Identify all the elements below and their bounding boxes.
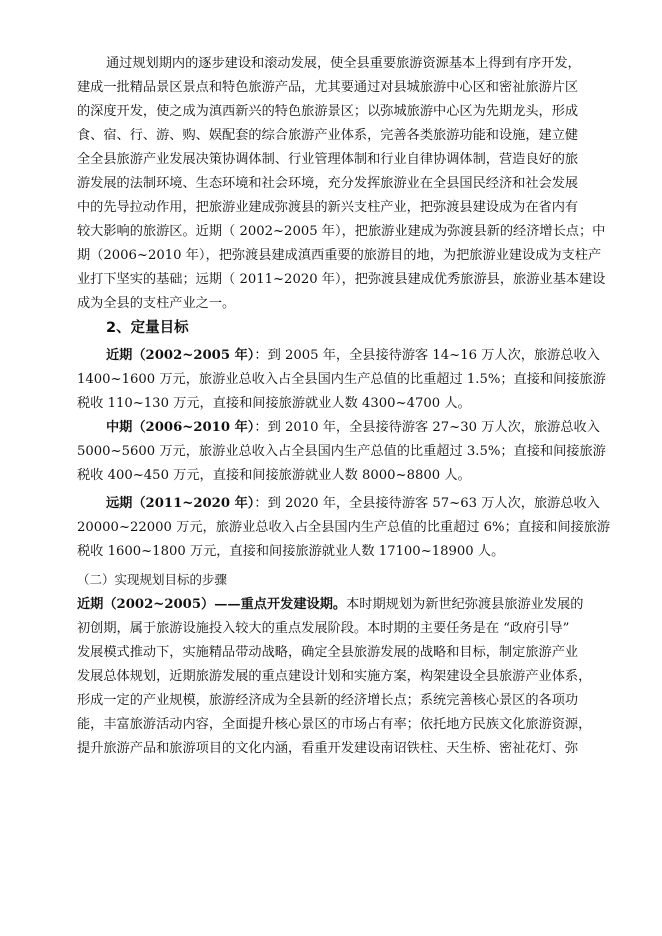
- paragraph-line: 的深度开发，使之成为滇西新兴的特色旅游景区；以弥城旅游中心区为先期龙头，形成: [77, 104, 579, 119]
- section-heading: 2、定量目标: [106, 320, 189, 336]
- near-phase-text: 本时期规划为新世纪弥渡县旅游业发展的: [346, 597, 584, 612]
- paragraph-line: 通过规划期内的逐步建设和滚动发展，使全县重要旅游资源基本上得到有序开发，: [106, 56, 581, 71]
- paragraph-line: 全全县旅游产业发展决策协调体制、行业管理体制和行业自律协调体制，营造良好的旅: [77, 152, 579, 167]
- near-term-label: 近期（2002~2005 年）: [106, 348, 255, 363]
- near-term-line: [106, 348, 600, 364]
- paragraph-line: 20000~22000 万元，旅游业总收入占全县国内生产总值的比重超过 6%；直接和间接旅游: [77, 520, 611, 535]
- near-phase-label: 近期（2002~2005）——重点开发建设期。: [77, 597, 347, 612]
- paragraph-line: 形成一定的产业规模，旅游经济成为全县新的经济增长点；系统完善核心景区的各项功: [77, 693, 579, 708]
- paragraph-line: 期（2006~2010 年），把弥渡县建成滇西重要的旅游目的地，为把旅游业建设成为支柱产: [77, 248, 602, 263]
- paragraph-line: 成为全县的支柱产业之一。: [77, 296, 236, 311]
- paragraph-line: 能，丰富旅游活动内容，全面提升核心景区的市场占有率；依托地方民族文化旅游资源，: [77, 717, 592, 732]
- paragraph-line: 发展总体规划，近期旅游发展的重点建设计划和实施方案，构架建设全县旅游产业体系，: [77, 669, 592, 684]
- paragraph-line: 游发展的法制环境、生态环境和社会环境，充分发挥旅游业在全县国民经济和社会发展: [77, 176, 579, 191]
- paragraph-line: 中的先导拉动作用，把旅游业建成弥渡县的新兴支柱产业，把弥渡县建设成为在省内有: [77, 200, 579, 215]
- paragraph-line: 提升旅游产品和旅游项目的文化内涵，看重开发建设南诏铁柱、天生桥、密祉花灯、弥: [77, 741, 579, 756]
- paragraph-line: 食、宿、行、游、购、娱配套的综合旅游产业体系，完善各类旅游功能和设施，建立健: [77, 128, 579, 143]
- paragraph-line: 较大影响的旅游区。近期（ 2002~2005 年），把旅游业建成为弥渡县新的经济增长点；中: [77, 224, 606, 239]
- paragraph-line: 建成一批精品景区景点和特色旅游产品，尤其要通过对县城旅游中心区和密祉旅游片区: [77, 80, 579, 95]
- far-term-text: ：到 2020 年，全县接待游客 57~63 万人次，旅游总收入: [254, 496, 600, 511]
- mid-term-text: ：到 2010 年，全县接待游客 27~30 万人次，旅游总收入: [254, 420, 600, 435]
- far-term-label: 远期（2011~2020 年）: [106, 496, 255, 511]
- paragraph-line: 税收 110~130 万元，直接和间接旅游就业人数 4300~4700 人。: [77, 396, 471, 411]
- far-term-line: [106, 496, 600, 512]
- paragraph-line: 初创期，属于旅游设施投入较大的重点发展阶段。本时期的主要任务是在 “政府引导”: [77, 621, 570, 636]
- paragraph-line: 税收 1600~1800 万元，直接和间接旅游就业人数 17100~18900 人。: [77, 544, 505, 559]
- near-phase-line: [77, 597, 583, 613]
- paragraph-line: 5000~5600 万元，旅游业总收入占全县国内生产总值的比重超过 3.5%；直接和间接旅游: [77, 444, 606, 459]
- paragraph-line: 发展模式推动下，实施精品带动战略，确定全县旅游发展的战略和目标，制定旅游产业: [77, 645, 579, 660]
- mid-term-line: [106, 420, 600, 436]
- paragraph-line: 1400~1600 万元，旅游业总收入占全县国内生产总值的比重超过 1.5%；直接和间接旅游: [77, 372, 606, 387]
- near-term-text: ：到 2005 年，全县接待游客 14~16 万人次，旅游总收入: [254, 348, 600, 363]
- mid-term-label: 中期（2006~2010 年）: [106, 420, 255, 435]
- paragraph-line: 业打下坚实的基础；远期（ 2011~2020 年），把弥渡县建成优秀旅游县，旅游业基本建设: [77, 272, 606, 287]
- subsection-heading: （二）实现规划目标的步骤: [77, 572, 228, 587]
- paragraph-line: 税收 400~450 万元，直接和间接旅游就业人数 8000~8800 人。: [77, 468, 471, 483]
